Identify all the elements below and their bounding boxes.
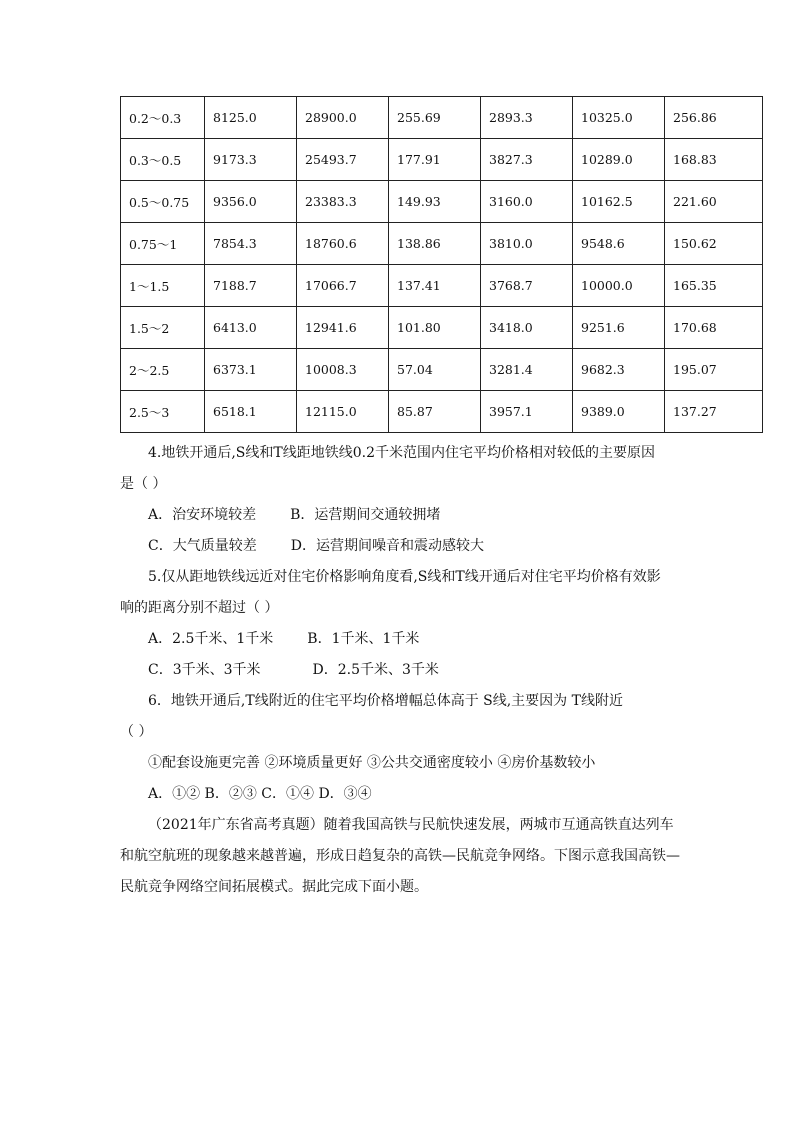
table-cell: 3768.7 [481, 265, 573, 307]
q4-options-ab [120, 500, 680, 531]
table-cell: 221.60 [665, 181, 763, 223]
distance-range-cell: 0.75～1 [121, 223, 205, 265]
q4-option-c: C．大气质量较差 [148, 538, 257, 554]
table-cell: 10008.3 [297, 349, 389, 391]
q6-stem-line1: 6．地铁开通后,T线附近的住宅平均价格增幅总体高于 S线,主要因为 T线附近 [148, 693, 623, 709]
table-cell: 9356.0 [205, 181, 297, 223]
distance-range-cell: 0.5～0.75 [121, 181, 205, 223]
table-cell: 177.91 [389, 139, 481, 181]
passage-line3: 民航竞争网络空间拓展模式。据此完成下面小题。 [120, 879, 428, 895]
q5-option-d: D．2.5千米、3千米 [312, 662, 439, 678]
table-cell: 85.87 [389, 391, 481, 433]
q4-options-cd [120, 531, 680, 562]
table-cell: 10325.0 [573, 97, 665, 139]
q5-option-a: A．2.5千米、1千米 [148, 631, 274, 647]
table-row [121, 265, 763, 307]
table-cell: 256.86 [665, 97, 763, 139]
table-cell: 3160.0 [481, 181, 573, 223]
distance-range-cell: 0.3～0.5 [121, 139, 205, 181]
table-cell: 137.41 [389, 265, 481, 307]
table-cell: 8125.0 [205, 97, 297, 139]
table-cell: 12941.6 [297, 307, 389, 349]
q5-options-cd [120, 655, 680, 686]
table-row [121, 181, 763, 223]
table-cell: 2893.3 [481, 97, 573, 139]
table-cell: 7854.3 [205, 223, 297, 265]
table-cell: 12115.0 [297, 391, 389, 433]
table-cell: 57.04 [389, 349, 481, 391]
table-cell: 10162.5 [573, 181, 665, 223]
q4-option-a: A．治安环境较差 [148, 507, 257, 523]
q5-option-b: B．1千米、1千米 [307, 631, 420, 647]
q5-stem-line2: 响的距离分别不超过（ ） [120, 600, 279, 616]
q4-option-d: D．运营期间噪音和震动感较大 [290, 538, 484, 554]
q5-option-c: C．3千米、3千米 [148, 662, 261, 678]
table-cell: 10000.0 [573, 265, 665, 307]
table-cell: 18760.6 [297, 223, 389, 265]
distance-range-cell: 2.5～3 [121, 391, 205, 433]
table-cell: 3957.1 [481, 391, 573, 433]
table-cell: 9682.3 [573, 349, 665, 391]
table-cell: 28900.0 [297, 97, 389, 139]
table-row [121, 391, 763, 433]
table-cell: 9251.6 [573, 307, 665, 349]
q5-options-ab [120, 624, 680, 655]
q6-statements: ①配套设施更完善 ②环境质量更好 ③公共交通密度较小 ④房价基数较小 [148, 755, 596, 771]
distance-range-cell: 0.2～0.3 [121, 97, 205, 139]
table-row [121, 349, 763, 391]
table-body [121, 97, 763, 433]
table-cell: 170.68 [665, 307, 763, 349]
table-cell: 165.35 [665, 265, 763, 307]
table-row [121, 223, 763, 265]
table-row [121, 307, 763, 349]
table-cell: 138.86 [389, 223, 481, 265]
distance-range-cell: 1～1.5 [121, 265, 205, 307]
table-cell: 149.93 [389, 181, 481, 223]
q4-stem-line1: 4.地铁开通后,S线和T线距地铁线0.2千米范围内住宅平均价格相对较低的主要原因 [148, 445, 655, 461]
table-cell: 3281.4 [481, 349, 573, 391]
table-cell: 3418.0 [481, 307, 573, 349]
table-cell: 7188.7 [205, 265, 297, 307]
table-cell: 3827.3 [481, 139, 573, 181]
table-cell: 101.80 [389, 307, 481, 349]
table-cell: 17066.7 [297, 265, 389, 307]
q6-stem-line2: （ ） [120, 724, 153, 740]
distance-range-cell: 1.5～2 [121, 307, 205, 349]
passage-line2: 和航空航班的现象越来越普遍，形成日趋复杂的高铁—民航竞争网络。下图示意我国高铁— [120, 848, 680, 864]
table-cell: 6373.1 [205, 349, 297, 391]
distance-range-cell: 2～2.5 [121, 349, 205, 391]
table-cell: 9548.6 [573, 223, 665, 265]
table-cell: 255.69 [389, 97, 481, 139]
table-cell: 10289.0 [573, 139, 665, 181]
q4-option-b: B．运营期间交通较拥堵 [290, 507, 441, 523]
table-cell: 137.27 [665, 391, 763, 433]
table-cell: 150.62 [665, 223, 763, 265]
table-cell: 3810.0 [481, 223, 573, 265]
price-data-table [120, 96, 763, 433]
q6-options: A．①② B．②③ C．①④ D．③④ [148, 786, 372, 802]
passage-line1: （2021年广东省高考真题）随着我国高铁与民航快速发展，两城市互通高铁直达列车 [148, 817, 674, 833]
table-cell: 6413.0 [205, 307, 297, 349]
table-cell: 23383.3 [297, 181, 389, 223]
table-cell: 9173.3 [205, 139, 297, 181]
table-cell: 9389.0 [573, 391, 665, 433]
table-cell: 25493.7 [297, 139, 389, 181]
table-row [121, 97, 763, 139]
table-row [121, 139, 763, 181]
table-cell: 168.83 [665, 139, 763, 181]
table-cell: 6518.1 [205, 391, 297, 433]
question-text [120, 438, 680, 903]
q5-stem-line1: 5.仅从距地铁线远近对住宅价格影响角度看,S线和T线开通后对住宅平均价格有效影 [148, 569, 661, 585]
table-cell: 195.07 [665, 349, 763, 391]
q4-stem-line2: 是（ ） [120, 476, 167, 492]
